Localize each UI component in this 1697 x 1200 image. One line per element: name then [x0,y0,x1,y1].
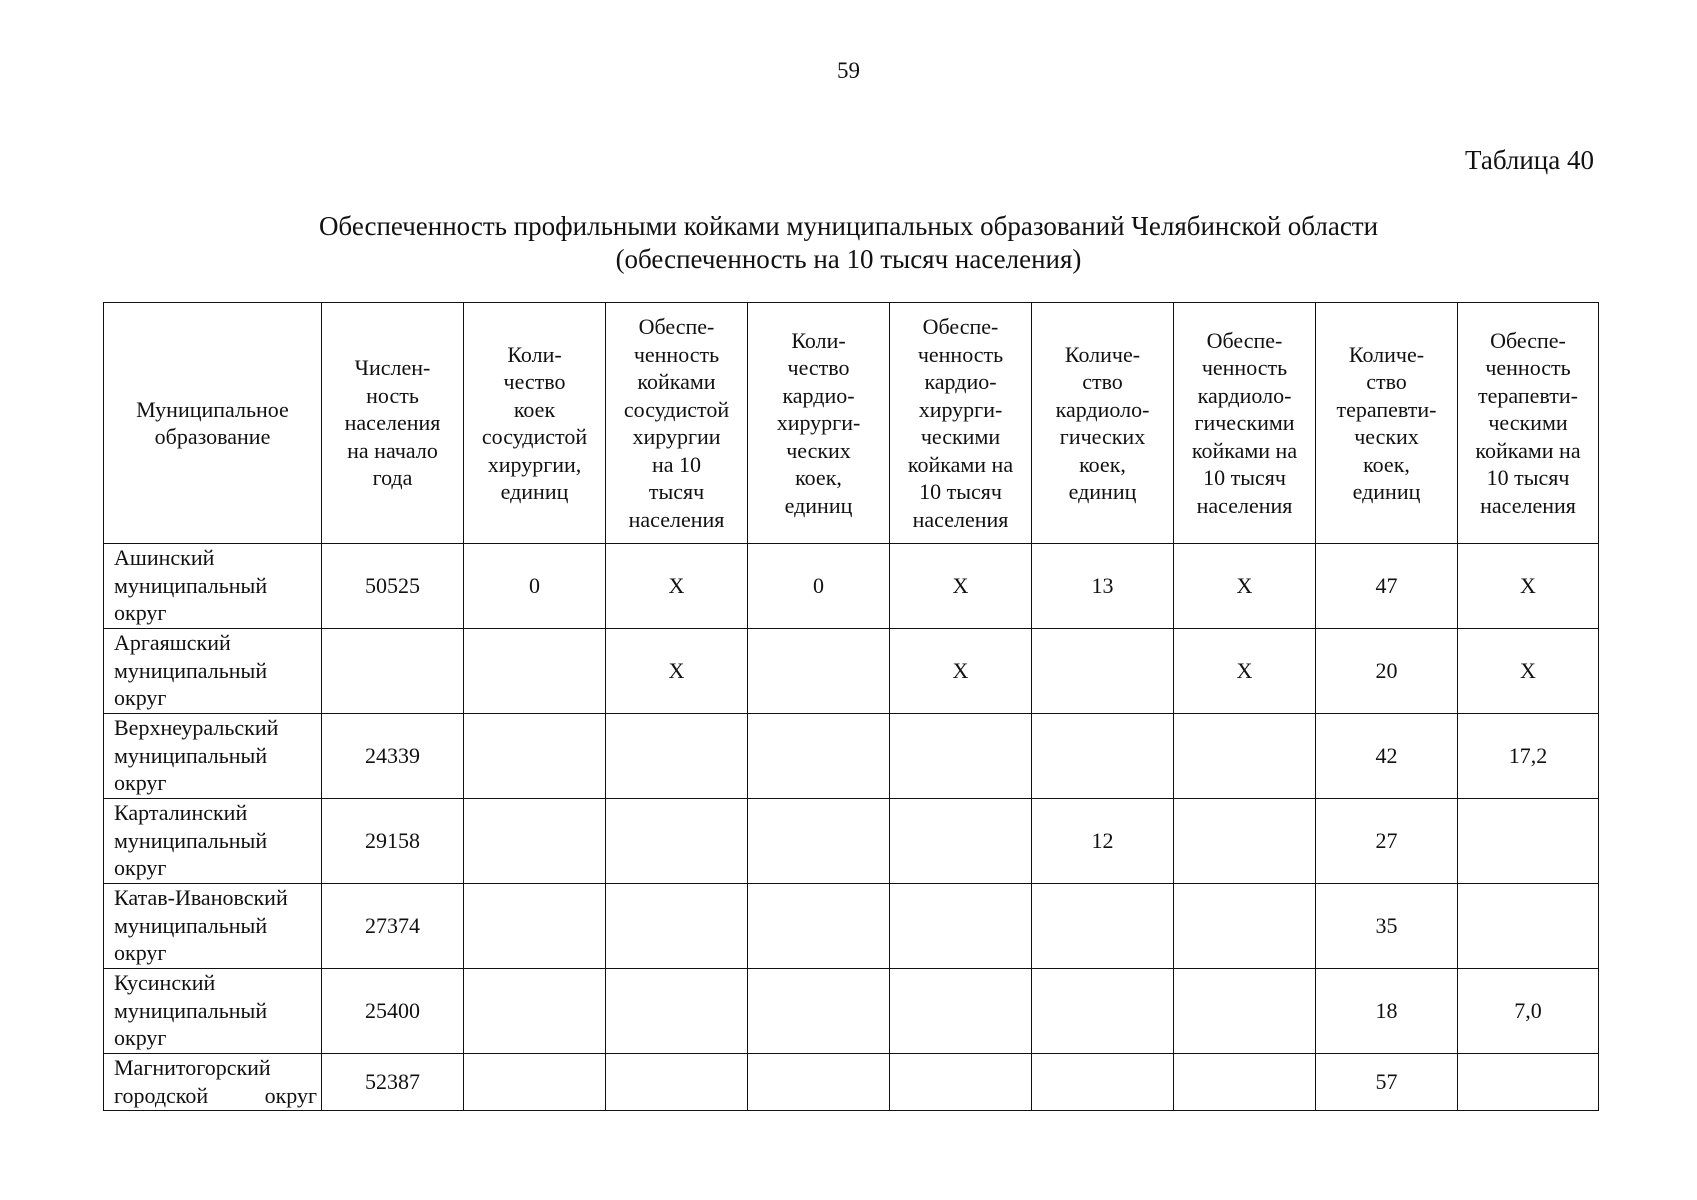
municipality-name-line: Ашинский [114,545,215,570]
header-line: ченность [1201,355,1288,381]
header-line: ченность [1485,355,1571,381]
table-cell [890,714,1032,799]
municipality-name-line: округ [114,600,167,625]
table-row [104,799,1599,884]
header-line: кардиоло- [1197,382,1292,408]
municipality-name-line: Верхнеуральский [114,715,279,740]
header-line: населения [912,506,1009,532]
header-cardiology-beds-count [1032,303,1174,544]
table-cell: X [1174,629,1316,714]
municipality-name-part: городской [114,1082,209,1108]
header-line: ство [1366,369,1407,394]
municipality-name-line: Карталинский [114,800,248,825]
table-cell: 20 [1316,629,1458,714]
table-cell [748,1054,890,1111]
beds-provision-table [103,302,1599,1111]
table-cell [748,799,890,884]
header-line: на 10 [651,451,702,477]
table-cell: 47 [1316,544,1458,629]
header-municipality [104,303,322,544]
table-cell [1032,884,1174,969]
municipality-name-cell [104,799,322,884]
header-line: сосудистой [481,424,588,449]
header-line: коек, [1363,451,1410,477]
table-cell [1174,1054,1316,1111]
table-cell [1458,1054,1599,1111]
header-line: единиц [1068,479,1137,504]
header-line: коек, [1079,451,1126,477]
table-cell [1174,969,1316,1054]
table-cell: X [606,629,748,714]
header-line: ченность [917,341,1004,367]
table-cell [1174,714,1316,799]
table-cell: 42 [1316,714,1458,799]
header-line: Числен- [354,355,431,381]
header-line: хирурги- [776,410,861,436]
header-line: койками на [1191,437,1298,463]
table-cell: 35 [1316,884,1458,969]
table-cell [1032,714,1174,799]
table-cell [464,1054,606,1111]
header-line: койками на [1475,437,1581,463]
table-cell: 57 [1316,1054,1458,1111]
header-line: хирургии [632,424,721,449]
municipality-name-cell [104,714,322,799]
table-row [104,884,1599,969]
header-line: терапевти- [1336,396,1437,422]
header-therapy-beds-count [1316,303,1458,544]
header-line: населения [628,506,725,532]
table-cell: 24339 [322,714,464,799]
header-line: коек [513,396,556,422]
header-line: Количе- [1348,341,1425,367]
header-line: ческими [1488,410,1568,436]
table-cell [464,799,606,884]
table-cell: 13 [1032,544,1174,629]
header-line: ченность [633,341,720,367]
table-cell [464,714,606,799]
municipality-name-line: муниципальный [114,827,268,853]
municipality-name-line [114,1082,317,1110]
header-line: тысяч [648,479,705,504]
header-line: Обеспе- [922,314,999,339]
table-cell [606,884,748,969]
header-line: единиц [500,479,569,504]
header-line: терапевти- [1478,382,1578,408]
municipality-name-line: муниципальный [114,657,268,683]
header-line: коек, [795,465,842,491]
municipality-name-part: округ [264,1082,317,1108]
municipality-name-line: муниципальный [114,997,268,1023]
table-cell: 27374 [322,884,464,969]
header-line: ческих [1354,424,1419,449]
table-cell [748,884,890,969]
table-cell [1458,799,1599,884]
header-line: ческими [920,424,1001,449]
table-cell: 0 [464,544,606,629]
municipality-name-cell [104,544,322,629]
municipality-name-line: округ [114,940,167,965]
municipality-name-line: округ [114,1025,167,1050]
table-row [104,629,1599,714]
table-cell: X [1458,544,1599,629]
header-line: Коли- [507,341,562,367]
header-therapy-beds-provision [1458,303,1599,544]
table-cell [1032,969,1174,1054]
header-line: ность [366,382,419,408]
header-cardiosurgery-beds-count [748,303,890,544]
header-cardiosurgery-beds-provision [890,303,1032,544]
table-row [104,714,1599,799]
municipality-name-line: муниципальный [114,572,268,598]
header-line: Количе- [1064,341,1141,367]
table-cell: X [890,629,1032,714]
table-number: Таблица 40 [1465,145,1594,175]
table-cell [890,884,1032,969]
table-header-row [104,303,1599,544]
header-line: Обеспе- [1490,327,1566,353]
table-cell [606,714,748,799]
table-title [0,210,1697,276]
municipality-name-line: округ [114,770,167,795]
header-line: Коли- [791,327,846,353]
header-line: гическими [1194,410,1295,436]
municipality-name-line: округ [114,855,167,880]
header-population [322,303,464,544]
table-row [104,544,1599,629]
header-line: хирургии, [487,451,582,477]
table-cell [1174,884,1316,969]
table-cell [748,714,890,799]
header-line: года [372,465,413,491]
table-cell [464,884,606,969]
municipality-name-line: муниципальный [114,742,268,768]
header-cardiology-beds-provision [1174,303,1316,544]
header-line: единиц [1352,479,1421,504]
table-cell [890,799,1032,884]
page-number: 59 [837,58,860,83]
table-cell [890,1054,1032,1111]
header-line: койками [637,369,716,394]
header-line: сосудистой [623,396,730,422]
table-cell: 18 [1316,969,1458,1054]
table-cell: 29158 [322,799,464,884]
table-row [104,969,1599,1054]
header-vascular-beds-provision [606,303,748,544]
header-line: хирурги- [918,396,1003,422]
table-title-line-1: Обеспеченность профильными койками муниципальных образований Челябинской области [318,211,1379,241]
table-cell: X [606,544,748,629]
table-cell [748,969,890,1054]
table-cell: 27 [1316,799,1458,884]
header-line: кардио- [782,382,855,408]
table-cell [464,969,606,1054]
header-line: кардиоло- [1055,396,1150,422]
table-cell: 52387 [322,1054,464,1111]
table-cell: X [1458,629,1599,714]
header-line: чество [787,355,850,381]
header-line: ческих [786,437,851,463]
header-line: образование [154,424,271,449]
municipality-name-line: Аргаяшский [114,630,231,655]
header-line: Обеспе- [638,314,715,339]
table-cell [606,1054,748,1111]
table-cell: 25400 [322,969,464,1054]
table-cell: X [1174,544,1316,629]
municipality-name-cell [104,1054,322,1111]
table-cell [1458,884,1599,969]
header-line: кардио- [924,369,997,394]
table-cell: 12 [1032,799,1174,884]
municipality-name-cell [104,629,322,714]
header-line: единиц [784,492,853,518]
table-cell [1032,629,1174,714]
municipality-name-line: Катав-Ивановский [114,885,288,910]
header-line: чество [503,369,566,394]
header-line: на начало [347,437,438,463]
header-vascular-beds-count [464,303,606,544]
municipality-name-cell [104,884,322,969]
municipality-name-line: округ [114,685,167,710]
table-cell: X [890,544,1032,629]
table-cell [1032,1054,1174,1111]
table-cell: 7,0 [1458,969,1599,1054]
table-cell [748,629,890,714]
table-cell [606,969,748,1054]
table-cell [464,629,606,714]
table-cell: 50525 [322,544,464,629]
table-body [104,544,1599,1111]
header-line: ство [1082,369,1123,394]
header-line: гических [1059,424,1146,449]
header-line: населения [344,410,441,436]
table-row [104,1054,1599,1111]
table-cell: 17,2 [1458,714,1599,799]
table-cell: 0 [748,544,890,629]
municipality-name-cell [104,969,322,1054]
header-line: населения [1480,492,1576,518]
municipality-name-line: Магнитогорский [114,1055,271,1080]
table-cell [890,969,1032,1054]
municipality-name-line: Кусинский [114,970,216,995]
header-line: 10 тысяч [1203,465,1286,491]
table-cell [606,799,748,884]
municipality-name-line: муниципальный [114,912,268,938]
header-line: Обеспе- [1206,327,1283,353]
table-cell [1174,799,1316,884]
table-title-line-2: (обеспеченность на 10 тысяч населения) [615,244,1082,274]
header-line: населения [1196,492,1293,518]
table-cell [322,629,464,714]
header-line: 10 тысяч [919,479,1002,504]
header-line: койками на [907,451,1014,477]
header-line: Муниципальное [136,396,289,422]
header-line: 10 тысяч [1486,465,1570,491]
